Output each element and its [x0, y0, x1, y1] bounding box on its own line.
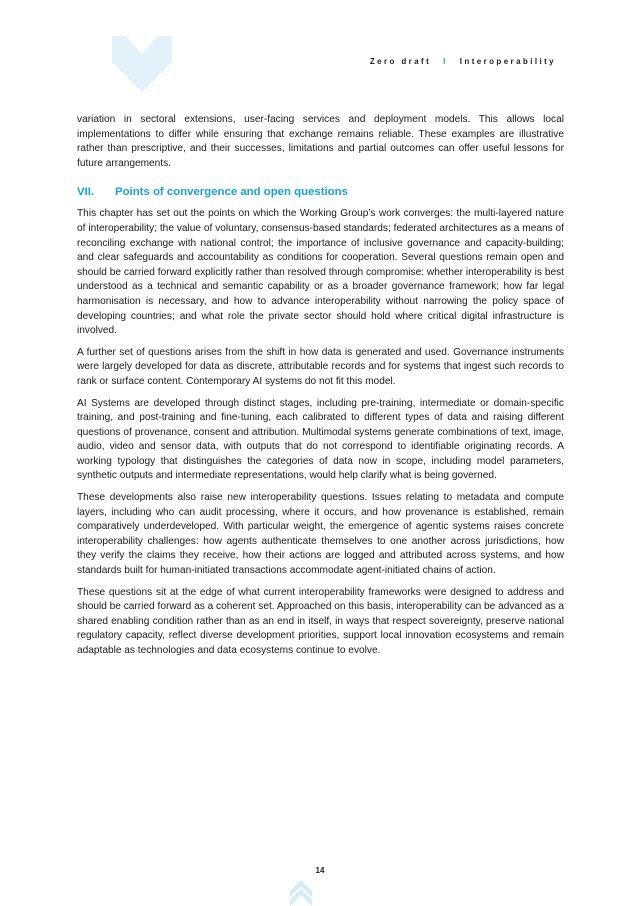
body-paragraph: This chapter has set out the points on which the Working Group’s work converges: the multi-layered nature of interoperability; the value of voluntary, consensus-based standards; federated architectures as a means of reconciling exchange with national control; the importance of inclusive governance and capacity-building; and clear safeguards and accountability as conditions for cooperation. Several questions remain open and should be carried forward explicitly rather than resolved through compromise: whether interoperability is best understood as a technical and semantic capability or as a broader governance framework; how far legal harmonisation is necessary, and how to advance interoperability without narrowing the policy space of developing countries; and what role the private sector should hold where critical digital infrastructure is involved.: [77, 208, 564, 337]
body-paragraph: These developments also raise new interoperability questions. Issues relating to metadata and compute layers, including who can audit processing, where it occurs, and how provenance is established, remain comparatively underdeveloped. With particular weight, the emergence of agentic systems raises concrete interoperability challenges: how agents authenticate themselves to one another across jurisdictions, how they verify the claims they receive, how their actions are logged and attributed across systems, and how standards built for human-initiated transactions accommodate agent-initiated chains of action.: [77, 492, 564, 577]
chevron-up-logo-icon: [290, 880, 312, 906]
intro-paragraph: variation in sectoral extensions, user-facing services and deployment models. This allows local implementations to differ while ensuring that exchange remains reliable. These examples are illustrative rather than prescriptive, and their successes, limitations and partial outcomes can offer useful lessons for future arrangements.: [77, 114, 564, 169]
page-body: [77, 113, 564, 666]
body-paragraph: AI Systems are developed through distinct stages, including pre-training, intermediate or domain-specific training, and post-training and fine-tuning, each calibrated to different types of data and raising different questions of provenance, consent and attribution. Multimodal systems generate combinations of text, image, audio, video and sensor data, with outputs that do not correspond to identifiable originating records. A working typology that distinguishes the categories of data now in scope, including model parameters, synthetic outputs and intermediate representations, would help clarify what is being governed.: [77, 397, 564, 482]
running-header: [370, 57, 556, 66]
header-document-title: Interoperability: [459, 57, 556, 66]
section-title: Points of convergence and open questions: [115, 186, 348, 199]
body-paragraph: These questions sit at the edge of what current interoperability frameworks were designed to address and should be carried forward as a coherent set. Approached on this basis, interoperability can be advanced as a shared enabling condition rather than as an end in itself, in ways that respect sovereignty, preserve national regulatory capacity, reflect diverse development priorities, support local innovation ecosystems and remain adaptable as technologies and data ecosystems continue to evolve.: [77, 586, 564, 656]
section-heading: [77, 186, 564, 198]
section-number: VII.: [77, 186, 95, 199]
body-paragraph: A further set of questions arises from the shift in how data is generated and used. Governance instruments were largely developed for data as discrete, attributable records and for systems that ingest such records to rank or surface content. Contemporary AI systems do not fit this model.: [77, 346, 564, 387]
header-separator: I: [443, 57, 448, 66]
chevron-down-logo-icon: [112, 36, 172, 92]
header-document-status: Zero draft: [369, 57, 432, 66]
page-number: 14: [315, 866, 325, 875]
